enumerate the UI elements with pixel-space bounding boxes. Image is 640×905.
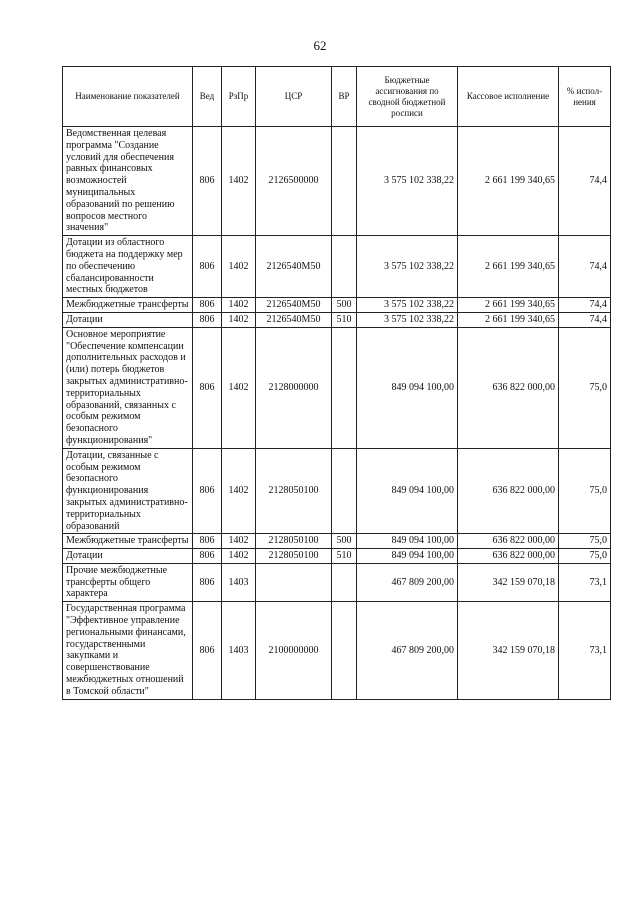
cell-ved: 806 — [193, 298, 222, 313]
cell-csr: 2128050100 — [256, 549, 332, 564]
cell-ved: 806 — [193, 563, 222, 601]
cell-ved: 806 — [193, 327, 222, 448]
cell-rzpr: 1402 — [222, 448, 256, 534]
cell-vr: 510 — [332, 312, 357, 327]
table-row — [63, 549, 611, 564]
cell-vr — [332, 236, 357, 298]
cell-csr: 2128000000 — [256, 327, 332, 448]
cell-budget: 3 575 102 338,22 — [357, 312, 458, 327]
header-row — [63, 67, 611, 127]
table-row — [63, 327, 611, 448]
cell-name: Межбюджетные трансферты — [63, 534, 193, 549]
cell-budget: 467 809 200,00 — [357, 563, 458, 601]
cell-cash: 2 661 199 340,65 — [458, 127, 559, 236]
table-body — [63, 127, 611, 700]
header-name: Наименование показателей — [63, 67, 193, 127]
cell-csr: 2126540M50 — [256, 298, 332, 313]
cell-pct: 74,4 — [559, 236, 611, 298]
cell-name: Дотации — [63, 312, 193, 327]
cell-name: Государственная программа "Эффективное управление региональными финансами, государственными закупками и совершенствование межбюджетных отношений в Томской области" — [63, 602, 193, 699]
cell-rzpr: 1402 — [222, 236, 256, 298]
cell-vr: 500 — [332, 534, 357, 549]
budget-execution-table — [62, 66, 611, 700]
cell-ved: 806 — [193, 602, 222, 699]
cell-ved: 806 — [193, 549, 222, 564]
cell-budget: 3 575 102 338,22 — [357, 298, 458, 313]
header-rzpr: РзПр — [222, 67, 256, 127]
header-ved: Вед — [193, 67, 222, 127]
cell-csr: 2126500000 — [256, 127, 332, 236]
cell-cash: 636 822 000,00 — [458, 327, 559, 448]
cell-vr — [332, 327, 357, 448]
cell-rzpr: 1403 — [222, 602, 256, 699]
table-row — [63, 448, 611, 534]
cell-cash: 636 822 000,00 — [458, 448, 559, 534]
cell-name: Дотации — [63, 549, 193, 564]
cell-budget: 3 575 102 338,22 — [357, 236, 458, 298]
table-row — [63, 236, 611, 298]
cell-cash: 342 159 070,18 — [458, 563, 559, 601]
cell-ved: 806 — [193, 534, 222, 549]
cell-vr: 500 — [332, 298, 357, 313]
cell-budget: 3 575 102 338,22 — [357, 127, 458, 236]
cell-rzpr: 1402 — [222, 298, 256, 313]
cell-ved: 806 — [193, 312, 222, 327]
page-number: 62 — [313, 38, 327, 53]
cell-rzpr: 1402 — [222, 312, 256, 327]
cell-pct: 75,0 — [559, 448, 611, 534]
header-cash: Кассовое исполнение — [458, 67, 559, 127]
cell-vr — [332, 127, 357, 236]
cell-csr — [256, 563, 332, 601]
cell-ved: 806 — [193, 236, 222, 298]
cell-cash: 342 159 070,18 — [458, 602, 559, 699]
cell-cash: 2 661 199 340,65 — [458, 312, 559, 327]
cell-pct: 75,0 — [559, 534, 611, 549]
cell-pct: 73,1 — [559, 563, 611, 601]
cell-csr: 2126540M50 — [256, 236, 332, 298]
cell-cash: 636 822 000,00 — [458, 549, 559, 564]
table-row — [63, 127, 611, 236]
cell-budget: 849 094 100,00 — [357, 448, 458, 534]
cell-name: Межбюджетные трансферты — [63, 298, 193, 313]
header-csr: ЦСР — [256, 67, 332, 127]
cell-csr: 2128050100 — [256, 534, 332, 549]
cell-cash: 2 661 199 340,65 — [458, 236, 559, 298]
cell-rzpr: 1402 — [222, 327, 256, 448]
cell-rzpr: 1402 — [222, 127, 256, 236]
cell-name: Дотации, связанные с особым режимом безопасного функционирования закрытых административно-территориальных образований — [63, 448, 193, 534]
table-row — [63, 312, 611, 327]
cell-name: Прочие межбюджетные трансферты общего характера — [63, 563, 193, 601]
cell-name: Основное мероприятие "Обеспечение компенсации дополнительных расходов и (или) потерь бюджетов закрытых административно-территориальных образований, связанных с особым режимом безопасного функционирования" — [63, 327, 193, 448]
cell-vr — [332, 563, 357, 601]
cell-cash: 636 822 000,00 — [458, 534, 559, 549]
cell-cash: 2 661 199 340,65 — [458, 298, 559, 313]
cell-budget: 849 094 100,00 — [357, 549, 458, 564]
cell-csr: 2128050100 — [256, 448, 332, 534]
cell-csr: 2126540M50 — [256, 312, 332, 327]
table-row — [63, 563, 611, 601]
header-budget: Бюджетные ассигнования по сводной бюджетной росписи — [357, 67, 458, 127]
cell-budget: 849 094 100,00 — [357, 327, 458, 448]
cell-pct: 74,4 — [559, 127, 611, 236]
cell-rzpr: 1402 — [222, 549, 256, 564]
cell-rzpr: 1402 — [222, 534, 256, 549]
cell-ved: 806 — [193, 448, 222, 534]
cell-ved: 806 — [193, 127, 222, 236]
table-row — [63, 534, 611, 549]
header-percent: % испол-нения — [559, 67, 611, 127]
cell-rzpr: 1403 — [222, 563, 256, 601]
cell-name: Ведомственная целевая программа "Создание условий для обеспечения равных финансовых возможностей муниципальных образований по решению вопросов местного значения" — [63, 127, 193, 236]
cell-budget: 467 809 200,00 — [357, 602, 458, 699]
cell-vr: 510 — [332, 549, 357, 564]
cell-pct: 74,4 — [559, 298, 611, 313]
cell-pct: 75,0 — [559, 327, 611, 448]
cell-pct: 74,4 — [559, 312, 611, 327]
cell-pct: 75,0 — [559, 549, 611, 564]
table-row — [63, 602, 611, 699]
cell-csr: 2100000000 — [256, 602, 332, 699]
header-vr: ВР — [332, 67, 357, 127]
cell-vr — [332, 602, 357, 699]
cell-budget: 849 094 100,00 — [357, 534, 458, 549]
cell-name: Дотации из областного бюджета на поддержку мер по обеспечению сбалансированности местных бюджетов — [63, 236, 193, 298]
table-row — [63, 298, 611, 313]
cell-pct: 73,1 — [559, 602, 611, 699]
cell-vr — [332, 448, 357, 534]
